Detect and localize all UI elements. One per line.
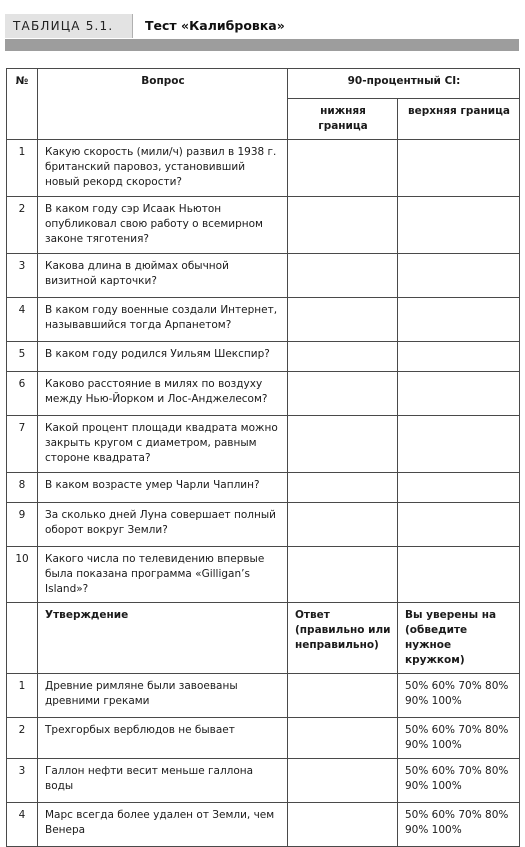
- statement-row: [7, 803, 520, 847]
- table-header: [0, 0, 525, 52]
- question-text: Каково расстояние в милях по воздуху между Нью-Йорком и Лос-Анджелесом?: [38, 372, 288, 416]
- upper-bound-cell[interactable]: [398, 416, 520, 473]
- lower-bound-cell[interactable]: [288, 503, 398, 547]
- question-row: [7, 197, 520, 254]
- confidence-options-line2: 90% 100%: [405, 824, 462, 836]
- confidence-options[interactable]: [398, 803, 520, 847]
- lower-bound-header: нижняя граница: [288, 99, 398, 140]
- upper-bound-cell[interactable]: [398, 473, 520, 503]
- statement-row: [7, 718, 520, 759]
- question-row: [7, 372, 520, 416]
- confidence-options-line1: 50% 60% 70% 80%: [405, 765, 509, 777]
- column-number-header: №: [7, 69, 38, 140]
- question-text: В каком году родился Уильям Шекспир?: [38, 342, 288, 372]
- statement-text: Галлон нефти весит меньше галлона воды: [38, 759, 288, 803]
- upper-bound-cell[interactable]: [398, 140, 520, 197]
- question-number: 5: [7, 342, 38, 372]
- answer-cell[interactable]: [288, 718, 398, 759]
- question-row: [7, 473, 520, 503]
- lower-bound-cell[interactable]: [288, 298, 398, 342]
- statement-text: Древние римляне были завоеваны древними греками: [38, 674, 288, 718]
- upper-bound-cell[interactable]: [398, 503, 520, 547]
- statement-number-header-cell: [7, 603, 38, 674]
- statement-number: 1: [7, 674, 38, 718]
- column-question-header: Вопрос: [38, 69, 288, 140]
- lower-bound-cell[interactable]: [288, 342, 398, 372]
- lower-bound-cell[interactable]: [288, 372, 398, 416]
- answer-cell[interactable]: [288, 674, 398, 718]
- question-text: Какова длина в дюймах обычной визитной карточки?: [38, 254, 288, 298]
- question-text: Какого числа по телевидению впервые была показана программа «Gilligan’s Island»?: [38, 547, 288, 603]
- answer-header: Ответ (правильно или неправильно): [288, 603, 398, 674]
- question-text: В каком году сэр Исаак Ньютон опубликовал свою работу о всемирном законе тяготения?: [38, 197, 288, 254]
- lower-bound-cell[interactable]: [288, 197, 398, 254]
- ci-header: 90-процентный CI:: [288, 69, 520, 99]
- confidence-options-line2: 90% 100%: [405, 780, 462, 792]
- statement-number: 3: [7, 759, 38, 803]
- confidence-options-line2: 90% 100%: [405, 739, 462, 751]
- lower-bound-cell[interactable]: [288, 416, 398, 473]
- question-number: 1: [7, 140, 38, 197]
- question-number: 10: [7, 547, 38, 603]
- upper-bound-cell[interactable]: [398, 547, 520, 603]
- answer-cell[interactable]: [288, 803, 398, 847]
- question-text: За сколько дней Луна совершает полный оборот вокруг Земли?: [38, 503, 288, 547]
- confidence-options[interactable]: [398, 674, 520, 718]
- upper-bound-header: верхняя граница: [398, 99, 520, 140]
- upper-bound-cell[interactable]: [398, 254, 520, 298]
- question-row: [7, 298, 520, 342]
- confidence-options[interactable]: [398, 718, 520, 759]
- statement-number: 2: [7, 718, 38, 759]
- table-number-label: ТАБЛИЦА 5.1.: [5, 14, 133, 38]
- statement-text: Марс всегда более удален от Земли, чем Венера: [38, 803, 288, 847]
- question-number: 8: [7, 473, 38, 503]
- question-text: В каком возрасте умер Чарли Чаплин?: [38, 473, 288, 503]
- statement-number: 4: [7, 803, 38, 847]
- upper-bound-cell[interactable]: [398, 298, 520, 342]
- upper-bound-cell[interactable]: [398, 197, 520, 254]
- statement-row: [7, 759, 520, 803]
- question-text: Какой процент площади квадрата можно закрыть кругом с диаметром, равным стороне квадрата?: [38, 416, 288, 473]
- statement-row: [7, 674, 520, 718]
- lower-bound-cell[interactable]: [288, 547, 398, 603]
- upper-bound-cell[interactable]: [398, 342, 520, 372]
- lower-bound-cell[interactable]: [288, 473, 398, 503]
- question-number: 6: [7, 372, 38, 416]
- confidence-header: Вы уверены на (обведите нужное кружком): [398, 603, 520, 674]
- upper-bound-cell[interactable]: [398, 372, 520, 416]
- question-number: 4: [7, 298, 38, 342]
- question-row: [7, 547, 520, 603]
- question-row: [7, 254, 520, 298]
- question-text: В каком году военные создали Интернет, называвшийся тогда Арпанетом?: [38, 298, 288, 342]
- confidence-options[interactable]: [398, 759, 520, 803]
- confidence-options-line2: 90% 100%: [405, 695, 462, 707]
- confidence-options-line1: 50% 60% 70% 80%: [405, 680, 509, 692]
- question-number: 7: [7, 416, 38, 473]
- question-number: 9: [7, 503, 38, 547]
- confidence-options-line1: 50% 60% 70% 80%: [405, 724, 509, 736]
- confidence-options-line1: 50% 60% 70% 80%: [405, 809, 509, 821]
- lower-bound-cell[interactable]: [288, 140, 398, 197]
- question-row: [7, 342, 520, 372]
- lower-bound-cell[interactable]: [288, 254, 398, 298]
- question-number: 3: [7, 254, 38, 298]
- question-row: [7, 140, 520, 197]
- question-row: [7, 416, 520, 473]
- question-row: [7, 503, 520, 547]
- table-title: Тест «Калибровка»: [145, 18, 285, 33]
- question-number: 2: [7, 197, 38, 254]
- header-divider: [5, 39, 519, 51]
- statement-header: Утверждение: [38, 603, 288, 674]
- statement-text: Трехгорбых верблюдов не бывает: [38, 718, 288, 759]
- calibration-table: [6, 68, 520, 847]
- answer-cell[interactable]: [288, 759, 398, 803]
- question-text: Какую скорость (мили/ч) развил в 1938 г. британский паровоз, установивший новый рекорд скорости?: [38, 140, 288, 197]
